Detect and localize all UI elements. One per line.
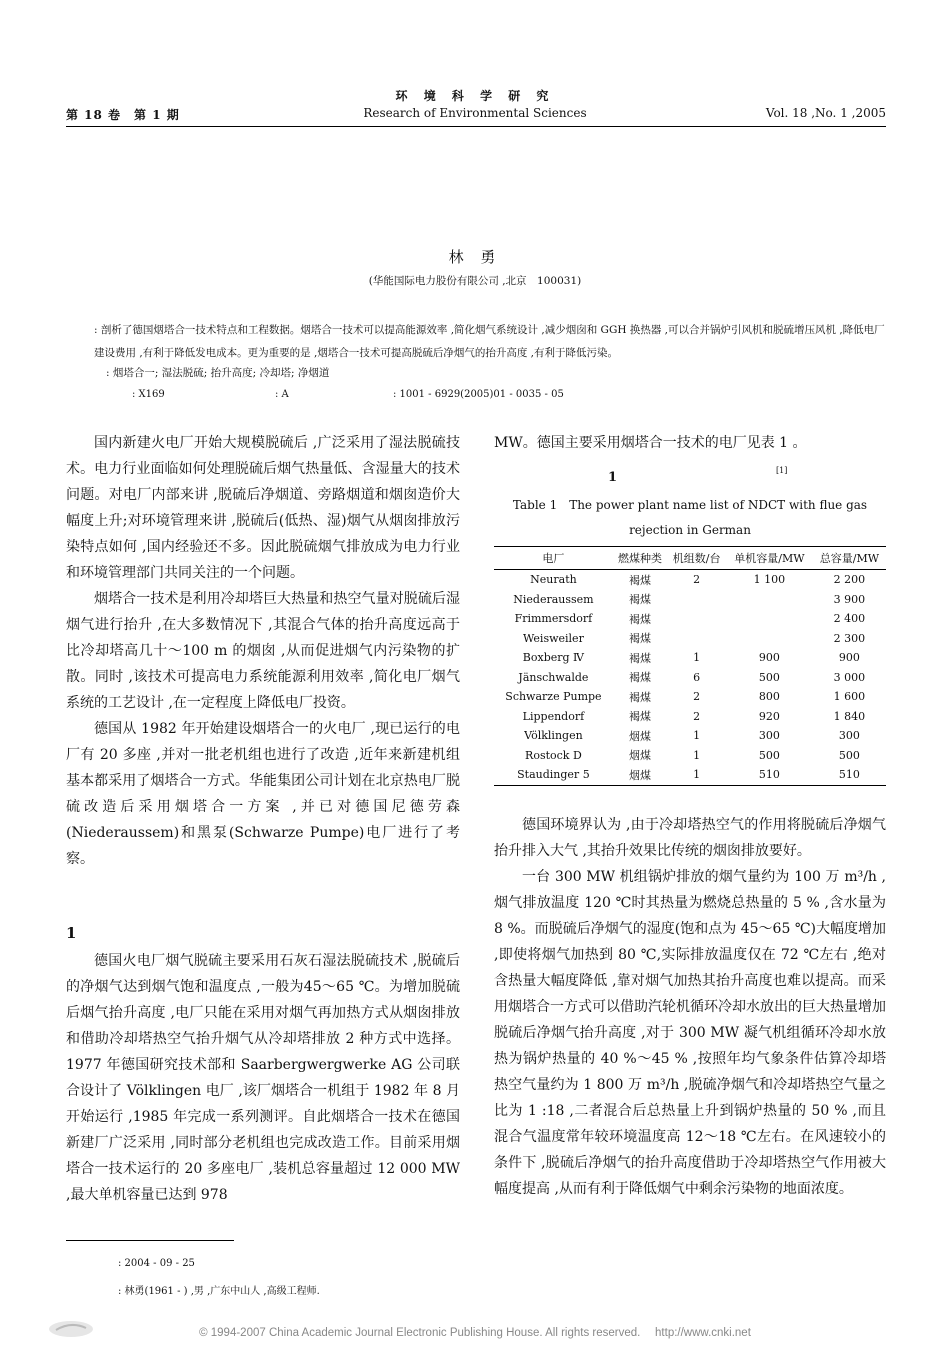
table-cell: 1 — [693, 729, 701, 743]
paragraph: 烟塔合一技术是利用冷却塔巨大热量和热空气量对脱硫后湿烟气进行抬升 ,在大多数情况下 ,其混合气体的抬升高度远高于比冷却塔高几十～100 m 的烟囱 ,从而促进烟气内污染物的扩散。同时 ,该技术可提高电力系统能源利用效率 ,简化电厂烟气系统的工艺设计 ,在一定程度上降低电厂投资。 — [66, 591, 460, 711]
footnote-received: : 2004 - 09 - 25 — [118, 1258, 195, 1269]
paragraph: 国内新建火电厂开始大规模脱硫后 ,广泛采用了湿法脱硫技术。电力行业面临如何处理脱硫后烟气热量低、含湿量大的技术问题。对电厂内部来讲 ,脱硫后净烟道、旁路烟道和烟囱造价大幅度上升;对环境管理来讲 ,脱硫后(低热、湿)烟气从烟囱排放污染特点如何 ,国内经验还不多。因此脱硫烟气排放成为电力行业和环境管理部门共同关注的一个问题。 — [66, 435, 460, 581]
table-cell: 2 — [693, 709, 701, 723]
paragraph: 德国火电厂烟气脱硫主要采用石灰石湿法脱硫技术 ,脱硫后的净烟气达到烟气饱和温度点 ,一般为45～65 ℃。为增加脱硫后烟气抬升高度 ,电厂只能在采用对烟气再加热方式从烟囱排放和借助冷却塔热空气抬升烟气从冷却塔排放 2 种方式中选择。1977 年德国研究技术部和 Saarbergwergwerke AG 公司联合设计了 Völklingen 电厂 ,该厂烟塔合一机组于 1982 年 8 月开始运行 ,1985 年完成一系列测评。自此烟塔合一技术在德国新建厂广泛采用 ,同时部分老机组也完成改造工作。目前采用烟塔合一技术运行的 20 多座电厂 ,装机总容量超过 12 000 MW ,最大单机容量已达到 978 — [66, 953, 460, 1203]
table-row — [494, 609, 886, 629]
journal-title-en: Research of Environmental Sciences — [363, 106, 587, 120]
table-cell: Neurath — [530, 573, 577, 587]
table-cell: 300 — [838, 729, 860, 743]
table-row — [494, 687, 886, 707]
section-heading-1: 1 — [66, 924, 77, 942]
table-cell: 褐煤 — [629, 612, 651, 626]
intro-column — [66, 430, 460, 872]
keywords: : 烟塔合一; 湿法脱硫; 抬升高度; 冷却塔; 净烟道 — [106, 367, 330, 379]
table-cell: 烟煤 — [629, 729, 651, 743]
table-header-cell: 总容量/MW — [813, 547, 886, 570]
paragraph: MW。德国主要采用烟塔合一技术的电厂见表 1 。 — [494, 435, 807, 451]
table-cell: 2 — [693, 573, 701, 587]
table-cell: 烟煤 — [629, 749, 651, 763]
document-code: : A — [275, 389, 289, 400]
table-row — [494, 746, 886, 766]
table-cell: 510 — [813, 765, 886, 785]
table-cell: 900 — [758, 651, 780, 665]
table-cell: 510 — [726, 765, 813, 785]
table-cell — [667, 629, 726, 649]
table-cell: Lippendorf — [522, 709, 585, 723]
table-reference: [1] — [776, 466, 788, 475]
table-cell: 900 — [838, 651, 860, 665]
table-cell: Jänschwalde — [518, 670, 589, 684]
table-cell: 1 100 — [753, 573, 786, 587]
table-cell: Völklingen — [524, 729, 583, 743]
table-cell — [667, 609, 726, 629]
header-rule — [66, 126, 886, 127]
table-cell: 褐煤 — [629, 710, 651, 724]
classification-code: : X169 — [132, 389, 165, 400]
paragraph: 一台 300 MW 机组锅炉排放的烟气量约为 100 万 m³/h ,烟气排放温度 120 ℃时其热量为燃烧总热量的 5 % ,含水量为 8 %。而脱硫后净烟气的湿度(饱和点为 45～65 ℃)大幅度增加 ,即使将烟气加热到 80 ℃,实际排放温度仅在 72 ℃左右 ,绝对含热量大幅度降低 ,靠对烟气加热其抬升高度也难以提高。而采用烟塔合一方式可以借助汽轮机循环冷却水放出的巨大热量增加脱硫后净烟气抬升高度 ,对于 300 MW 凝气机组循环冷却水放热为锅炉热量的 40 %～45 % ,按照年均气象条件估算冷却塔热空气量约为 1 800 万 m³/h ,脱硫净烟气和冷却塔热空气量之比为 1 :18 ,二者混合后总热量上升到锅炉热量的 50 % ,而且混合气温度常年较环境温度高 12～18 ℃左右。在风速较小的条件下 ,脱硫后净烟气的抬升高度借助于冷却塔热空气作用被大幅度提高 ,从而有利于降低烟气中剩余污染物的地面浓度。 — [494, 869, 886, 1197]
table-cell: 2 — [693, 690, 701, 704]
table-cell: Rostock D — [525, 748, 582, 762]
table-cell: 1 — [693, 748, 701, 762]
table-row — [494, 590, 886, 610]
table-cell: Staudinger 5 — [494, 765, 613, 785]
paragraph: 德国环境界认为 ,由于冷却塔热空气的作用将脱硫后净烟气抬升排入大气 ,其抬升效果比传统的烟囱排放要好。 — [494, 817, 886, 859]
table-cell: 2 200 — [833, 573, 866, 587]
table-header-cell: 单机容量/MW — [726, 547, 813, 570]
table-cell: 褐煤 — [629, 690, 651, 704]
affiliation: (华能国际电力股份有限公司 ,北京 100031) — [368, 275, 582, 287]
table-cell: 920 — [758, 709, 780, 723]
table-cell: 1 — [693, 651, 701, 665]
journal-title-cn: 环 境 科 学 研 究 — [395, 89, 555, 103]
table-cell — [726, 629, 813, 649]
table-row — [494, 648, 886, 668]
footnote-author-bio: : 林勇(1961 - ) ,男 ,广东中山人 ,高级工程师. — [118, 1286, 320, 1297]
column2-body — [494, 812, 886, 1202]
abstract: : 剖析了德国烟塔合一技术特点和工程数据。烟塔合一技术可以提高能源效率 ,简化烟气系统设计 ,减少烟囱和 GGH 换热器 ,可以合并锅炉引风机和脱硫增压风机 ,降低电厂建设费用 ,有利于降低发电成本。更为重要的是 ,烟塔合一技术可提高脱硫后净烟气的抬升高度 ,有利于降低污染。 — [94, 324, 885, 359]
table-cell: 3 900 — [833, 592, 866, 606]
table-row — [494, 726, 886, 746]
copyright-footer: © 1994-2007 China Academic Journal Electronic Publishing House. All rights reserved. http://www.cnki.net — [199, 1327, 751, 1339]
table-cell: 褐煤 — [629, 573, 651, 587]
table-cell: 500 — [758, 670, 780, 684]
table-cell: 烟煤 — [613, 765, 667, 785]
table-cell: Frimmersdorf — [514, 612, 593, 626]
article-id: : 1001 - 6929(2005)01 - 0035 - 05 — [393, 389, 564, 400]
table-cell: 1 840 — [833, 709, 866, 723]
table-cell: Schwarze Pumpe — [505, 690, 602, 704]
table-row — [494, 765, 886, 785]
power-plant-table — [494, 546, 886, 786]
table-header-cell: 机组数/台 — [667, 547, 726, 570]
table-cell: 褐煤 — [629, 671, 651, 685]
table-number: 1 — [608, 470, 618, 485]
table-cell: 2 400 — [833, 612, 866, 626]
table-cell: Boxberg Ⅳ — [522, 651, 585, 665]
table-header-cell: 燃煤种类 — [613, 547, 667, 570]
table-cell — [726, 609, 813, 629]
table-row — [494, 570, 886, 590]
table-cell: 褐煤 — [629, 632, 651, 646]
footnote-rule — [66, 1240, 234, 1241]
column2-intro — [494, 430, 886, 456]
table-cell: 褐煤 — [629, 593, 651, 607]
table-cell — [667, 590, 726, 610]
table-header-row — [494, 547, 886, 570]
table-cell — [726, 590, 813, 610]
table-cell: 300 — [758, 729, 780, 743]
table-cell: 500 — [758, 748, 780, 762]
table-row — [494, 668, 886, 688]
paragraph: 德国从 1982 年开始建设烟塔合一的火电厂 ,现已运行的电厂有 20 多座 ,并对一批老机组也进行了改造 ,近年来新建机组基本都采用了烟塔合一方式。华能集团公司计划在北京热电厂脱硫改造后采用烟塔合一方案 ,并已对德国尼德劳森(Niederaussem)和黑泵(Schwarze Pumpe)电厂进行了考察。 — [66, 721, 460, 867]
table-cell: 6 — [693, 670, 701, 684]
table-cell: 800 — [758, 690, 780, 704]
table-cell: 500 — [838, 748, 860, 762]
journal-title — [300, 88, 650, 122]
table-row — [494, 707, 886, 727]
section1-column — [66, 948, 460, 1208]
volume-issue: 第 18 卷 第 1 期 — [66, 108, 180, 122]
author-name: 林 勇 — [448, 248, 502, 266]
table-header-cell: 电厂 — [494, 547, 613, 570]
table-cell: Weisweiler — [523, 631, 584, 645]
volume-en: Vol. 18 ,No. 1 ,2005 — [765, 106, 886, 120]
table-row — [494, 629, 886, 649]
table-cell: 1 — [667, 765, 726, 785]
table-cell: 褐煤 — [629, 651, 651, 665]
table-caption: Table 1 The power plant name list of NDCT with flue gas rejection in German — [512, 498, 868, 537]
table-cell: 1 600 — [833, 690, 866, 704]
table-cell: 3 000 — [833, 670, 866, 684]
table-cell: 2 300 — [833, 631, 866, 645]
table-cell: Niederaussem — [513, 592, 594, 606]
